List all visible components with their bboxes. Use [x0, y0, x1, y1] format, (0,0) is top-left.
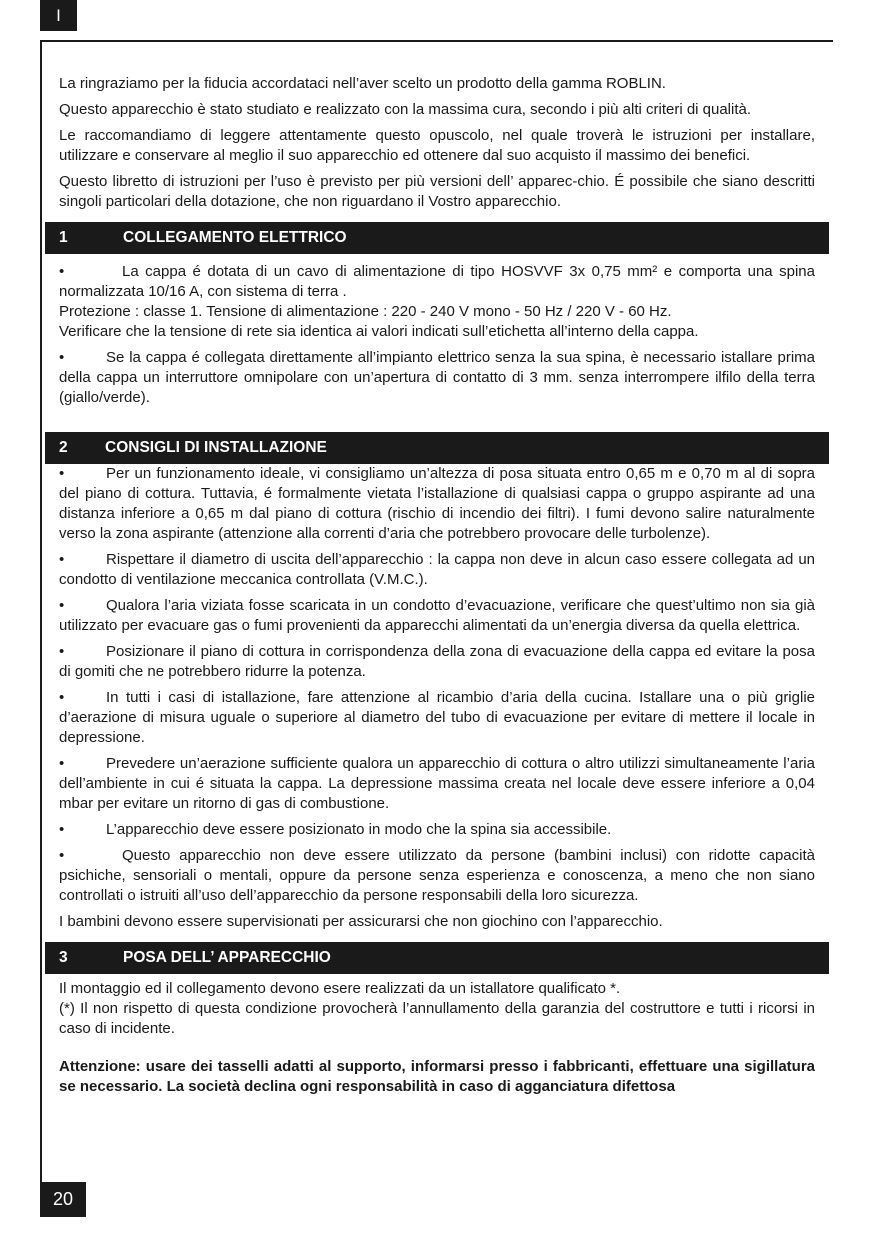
bullet-marker: • — [59, 689, 65, 706]
bullet-marker: • — [59, 847, 65, 864]
paragraph: Il montaggio ed il collegamento devono esere realizzati da un istallatore qualificato *. — [59, 980, 621, 997]
bullet-paragraph: • Se la cappa é collegata direttamente all’impianto elettrico senza la sua spina, è necessario istallare prima della cappa un interruttore omnipolare con un’apertura di contatto di 3 mm. senza interrompere ilfilo della terra (giallo/verde). — [59, 349, 815, 406]
warning-paragraph: Attenzione: usare dei tasselli adatti al supporto, informarsi presso i fabbricanti, effettuare una sigillatura se necessario. La società declina ogni responsabilità in caso di agganciatura difettosa — [59, 1058, 815, 1095]
intro-paragraph: La ringraziamo per la fiducia accordataci nell’aver scelto un prodotto della gamma ROBLIN. — [59, 75, 666, 92]
section-header-2 — [45, 432, 829, 464]
bullet-paragraph: • Rispettare il diametro di uscita dell’apparecchio : la cappa non deve in alcun caso essere collegata ad un condotto di ventilazione meccanica controllata (V.M.C.). — [59, 551, 815, 588]
paragraph: Verificare che la tensione di rete sia identica ai valori indicati sull’etichetta all’interno della cappa. — [59, 323, 699, 340]
bullet-paragraph: • In tutti i casi di istallazione, fare attenzione al ricambio d’aria della cucina. Istallare una o più griglie d’aerazione di misura uguale o superiore al diametro del tubo di evacuazione per evitare di mettere il locale in depressione. — [59, 689, 815, 746]
section-header-1 — [45, 222, 829, 254]
paragraph: Protezione : classe 1. Tensione di alimentazione : 220 - 240 V mono - 50 Hz / 220 V - 60 Hz. — [59, 303, 672, 320]
bullet-marker: • — [59, 465, 65, 482]
bullet-paragraph: • Prevedere un’aerazione sufficiente qualora un apparecchio di cottura o altro utilizzi simultaneamente l’aria dell’ambiente in cui é situata la cappa. La depressione massima creata nel locale deve essere inferiore a 0,04 mbar per evitare un ritorno di gas di combustione. — [59, 755, 815, 812]
top-divider — [40, 40, 833, 42]
left-divider — [40, 40, 42, 1182]
bullet-marker: • — [59, 551, 65, 568]
section-title: CONSIGLI DI INSTALLAZIONE — [105, 439, 327, 456]
bullet-marker: • — [59, 755, 65, 772]
bullet-paragraph: • Questo apparecchio non deve essere utilizzato da persone (bambini inclusi) con ridotte capacità psichiche, sensoriali o mentali, oppure da persone senza esperienza e conoscenza, a meno che non siano controllati o istruiti all’uso dell’apparecchio da persone responsabili della loro sicurezza. — [59, 847, 815, 904]
language-tab: I — [40, 0, 77, 31]
bullet-marker: • — [59, 349, 65, 366]
paragraph: (*) Il non rispetto di questa condizione provocherà l’annullamento della garanzia del costruttore e tutti i ricorsi in caso di incidente. — [59, 1000, 815, 1037]
section-number: 2 — [59, 439, 68, 456]
section-title: POSA DELL’ APPARECCHIO — [123, 949, 331, 966]
bullet-paragraph: • L’apparecchio deve essere posizionato in modo che la spina sia accessibile. — [59, 821, 612, 838]
bullet-marker: • — [59, 643, 65, 660]
bullet-marker: • — [59, 597, 65, 614]
section-title: COLLEGAMENTO ELETTRICO — [123, 229, 347, 246]
intro-paragraph: Questo apparecchio è stato studiato e realizzato con la massima cura, secondo i più alti criteri di qualità. — [59, 101, 752, 118]
manual-content — [59, 74, 815, 1103]
bullet-paragraph: • Per un funzionamento ideale, vi consigliamo un’altezza di posa situata entro 0,65 m e 0,70 m al di sopra del piano di cottura. Tuttavia, é formalmente vietata l’istallazione di qualsiasi cappa o gruppo aspirante ad una distanza inferiore a 0,65 m dal piano di cottura (rischio di incendio dei filtri). I fumi devono salire naturalmente verso la zona aspirante (attenzione alla correnti d’aria che potrebbero provocare delle turbolenze). — [59, 465, 815, 542]
intro-paragraph: Questo libretto di istruzioni per l’uso è previsto per più versioni dell’ apparec-chio. É possibile che siano descritti singoli particolari della dotazione, che non riguardano il Vostro apparecchio. — [59, 173, 815, 210]
page-number: 20 — [40, 1182, 86, 1217]
paragraph: I bambini devono essere supervisionati per assicurarsi che non giochino con l’apparecchio. — [59, 913, 663, 930]
intro-paragraph: Le raccomandiamo di leggere attentamente questo opuscolo, nel quale troverà le istruzioni per installare, utilizzare e conservare al meglio il suo apparecchio ed ottenere dal suo acquisto il massimo dei benefici. — [59, 127, 815, 164]
bullet-marker: • — [59, 821, 65, 838]
bullet-paragraph: • La cappa é dotata di un cavo di alimentazione di tipo HOSVVF 3x 0,75 mm² e comporta una spina normalizzata 10/16 A, con sistema di terra . — [59, 263, 815, 300]
section-number: 1 — [59, 229, 68, 246]
section-header-3 — [45, 942, 829, 974]
section-number: 3 — [59, 949, 68, 966]
bullet-marker: • — [59, 263, 65, 280]
bullet-paragraph: • Qualora l’aria viziata fosse scaricata in un condotto d’evacuazione, verificare che quest’ultimo non sia già utilizzato per evacuare gas o fumi provenienti da apparecchi alimentati da un’energia diversa da quella elettrica. — [59, 597, 815, 634]
bullet-paragraph: • Posizionare il piano di cottura in corrispondenza della zona di evacuazione della cappa ed evitare la posa di gomiti che ne potrebbero ridurre la potenza. — [59, 643, 815, 680]
